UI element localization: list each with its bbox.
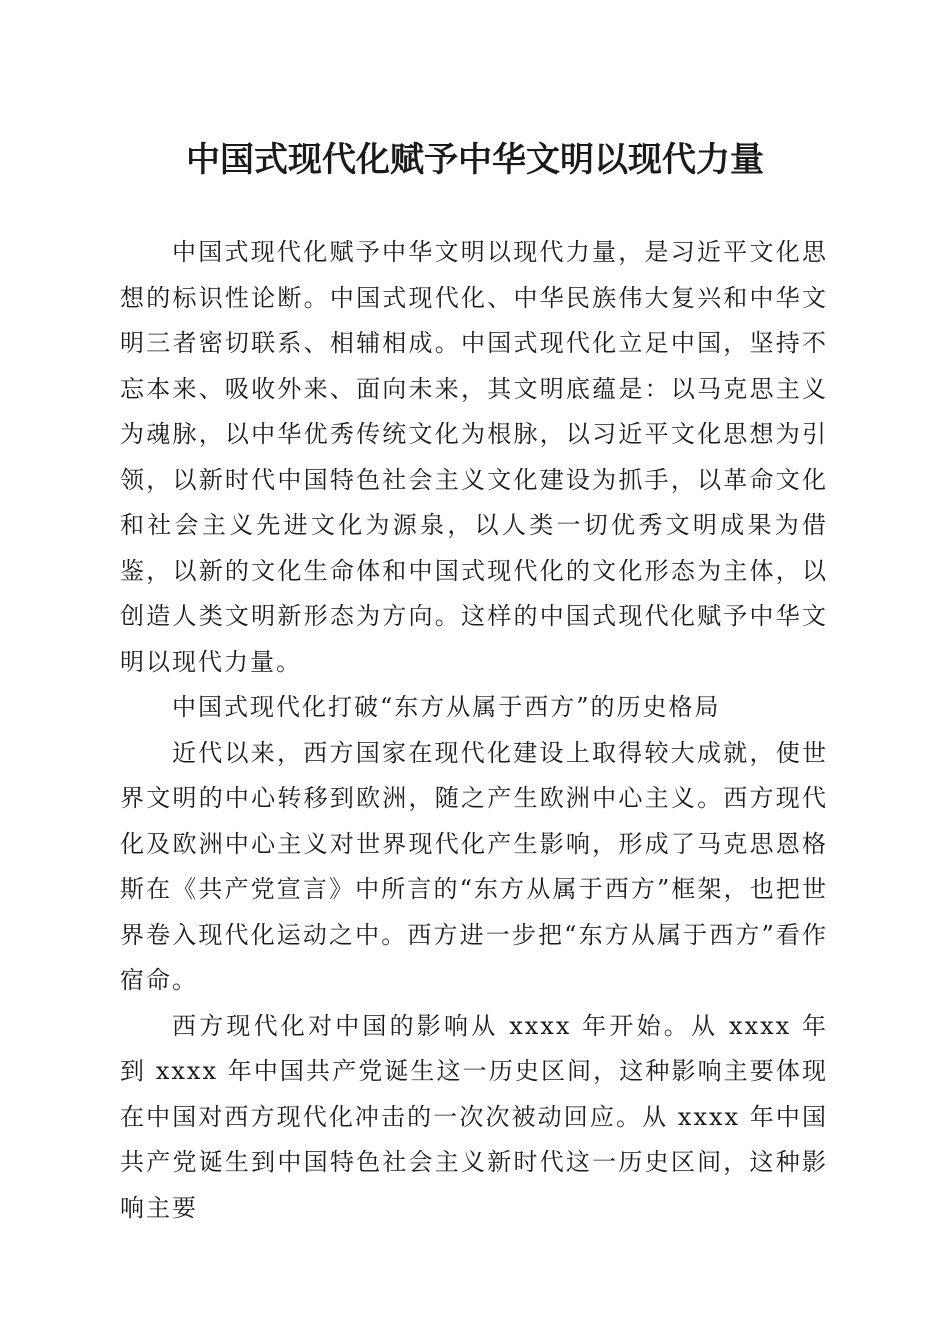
paragraph-modern-history: 近代以来，西方国家在现代化建设上取得较大成就，使世界文明的中心转移到欧洲，随之产生欧洲中心主义。西方现代化及欧洲中心主义对世界现代化产生影响，形成了马克思恩格斯在《共产党宣言》中所言的“东方从属于西方”框架，也把世界卷入现代化运动之中。西方进一步把“东方从属于西方”看作宿命。 bbox=[120, 738, 828, 994]
paragraph-intro: 中国式现代化赋予中华文明以现代力量，是习近平文化思想的标识性论断。中国式现代化、中华民族伟大复兴和中华文明三者密切联系、相辅相成。中国式现代化立足中国，坚持不忘本来、吸收外来、面向未来，其文明底蕴是：以马克思主义为魂脉，以中华优秀传统文化为根脉，以习近平文化思想为引领，以新时代中国特色社会主义文化建设为抓手，以革命文化和社会主义先进文化为源泉，以人类一切优秀文明成果为借鉴，以新的文化生命体和中国式现代化的文化形态为主体，以创造人类文明新形态为方向。这样的中国式现代化赋予中华文明以现代力量。 bbox=[120, 238, 828, 676]
paragraph-western-influence: 西方现代化对中国的影响从 xxxx 年开始。从 xxxx 年到 xxxx 年中国共产党诞生这一历史区间，这种影响主要体现在中国对西方现代化冲击的一次次被动回应。从 xxxx 年中国共产党诞生到中国特色社会主义新时代这一历史区间，这种影响主要 bbox=[120, 1011, 828, 1222]
document-body bbox=[120, 230, 828, 1231]
section-heading: 中国式现代化打破“东方从属于西方”的历史格局 bbox=[172, 693, 721, 721]
document-title: 中国式现代化赋予中华文明以现代力量 bbox=[186, 140, 764, 180]
